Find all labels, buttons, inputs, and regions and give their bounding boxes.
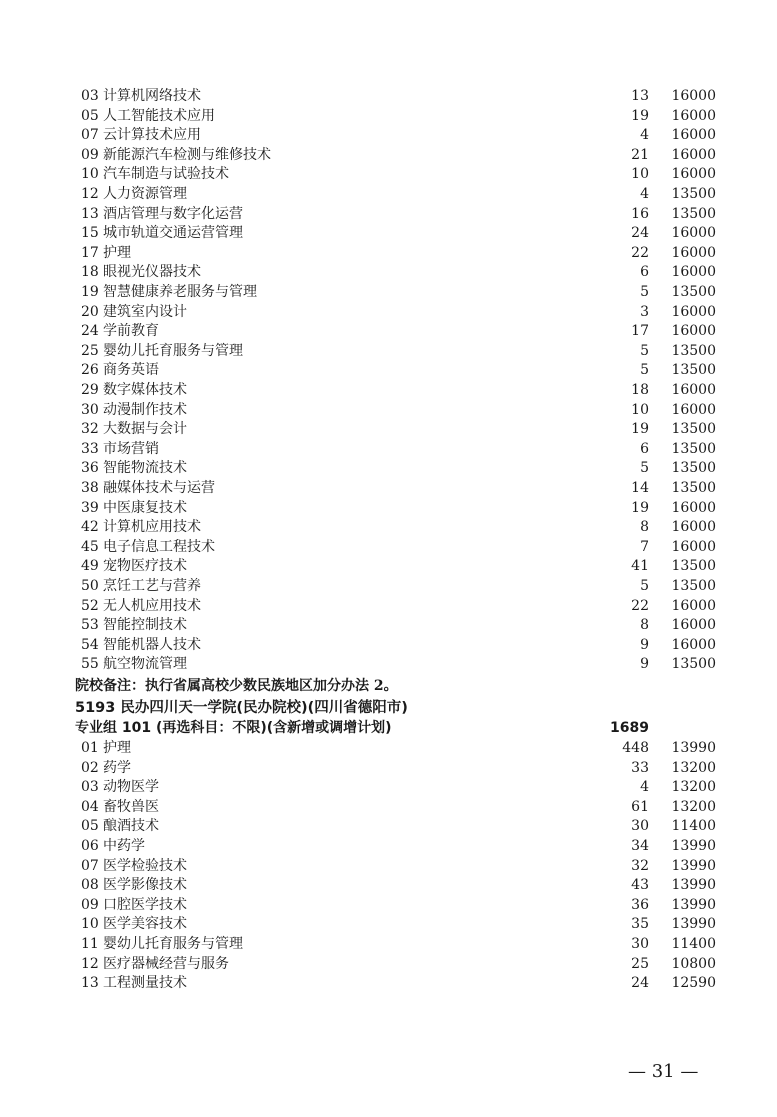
table-row (0, 739, 777, 759)
major-name: 数字媒体技术 (103, 382, 187, 398)
table-row (0, 955, 777, 975)
major-group-label: 专业组 101 (再选科目：不限)(含新增或调增计划) (75, 720, 392, 736)
major-name: 电子信息工程技术 (103, 538, 215, 555)
major-plan-count: 24 (631, 225, 649, 242)
table-row (0, 655, 777, 675)
major-name: 人工智能技术应用 (103, 107, 215, 124)
table-row (0, 263, 777, 283)
major-code: 09 (81, 896, 99, 913)
major-plan-count: 25 (631, 955, 649, 972)
major-name: 护理 (103, 740, 131, 756)
table-row (0, 557, 777, 577)
major-tuition: 13990 (671, 916, 716, 933)
major-plan-count: 36 (631, 896, 649, 913)
table-row (0, 244, 777, 264)
major-name: 婴幼儿托育服务与管理 (103, 342, 243, 359)
major-code: 13 (81, 975, 99, 992)
major-plan-count: 30 (631, 936, 649, 952)
major-name: 人力资源管理 (103, 186, 187, 202)
major-tuition: 16000 (671, 88, 716, 104)
major-name: 药学 (103, 759, 131, 776)
major-tuition: 13990 (671, 896, 716, 913)
major-name: 眼视光仪器技术 (103, 264, 201, 281)
table-row (0, 935, 777, 955)
major-plan-count: 5 (640, 578, 649, 594)
major-plan-count: 5 (640, 362, 649, 379)
major-plan-count: 19 (631, 107, 649, 124)
major-tuition: 13500 (671, 440, 716, 457)
table-row (0, 499, 777, 519)
major-name: 口腔医学技术 (103, 896, 187, 913)
table-row (0, 896, 777, 916)
table-row (0, 597, 777, 617)
major-tuition: 16000 (671, 303, 716, 320)
major-tuition: 13990 (671, 740, 716, 756)
major-plan-count: 43 (631, 877, 649, 894)
major-tuition: 16000 (671, 323, 716, 340)
table-row (0, 778, 777, 798)
table-row (0, 283, 777, 303)
major-code: 15 (81, 225, 99, 242)
major-code: 30 (81, 401, 99, 418)
major-tuition: 16000 (671, 382, 716, 398)
major-tuition: 16000 (671, 127, 716, 144)
major-code: 07 (81, 127, 99, 144)
major-tuition: 13500 (671, 186, 716, 202)
table-row (0, 876, 777, 896)
major-name: 动漫制作技术 (103, 401, 187, 418)
major-tuition: 16000 (671, 636, 716, 653)
major-tuition: 13200 (671, 759, 716, 776)
major-name: 动物医学 (103, 779, 159, 796)
major-plan-count: 18 (631, 382, 649, 398)
major-tuition: 16000 (671, 146, 716, 163)
major-code: 38 (81, 480, 99, 496)
major-name: 城市轨道交通运营管理 (103, 225, 243, 242)
major-tuition: 13200 (671, 779, 716, 796)
major-tuition: 11400 (671, 936, 716, 952)
major-tuition: 13500 (671, 656, 716, 673)
major-name: 计算机应用技术 (103, 519, 201, 536)
table-row (0, 87, 777, 107)
major-tuition: 13500 (671, 205, 716, 222)
major-plan-count: 34 (631, 838, 649, 854)
major-code: 33 (81, 440, 99, 457)
major-code: 42 (81, 519, 99, 536)
table-row (0, 616, 777, 636)
college-heading: 5193 民办四川天一学院(民办院校)(四川省德阳市) (75, 700, 408, 716)
table-row (0, 205, 777, 225)
table-row (0, 401, 777, 421)
major-name: 航空物流管理 (103, 656, 187, 673)
major-code: 02 (81, 759, 99, 776)
major-tuition: 13500 (671, 421, 716, 438)
table-row (0, 224, 777, 244)
major-name: 商务英语 (103, 362, 159, 379)
major-code: 54 (81, 636, 99, 653)
major-tuition: 13990 (671, 877, 716, 894)
major-plan-count: 448 (622, 740, 649, 756)
major-code: 49 (81, 558, 99, 575)
major-plan-count: 32 (631, 857, 649, 874)
major-plan-count: 4 (640, 779, 649, 796)
major-tuition: 13500 (671, 284, 716, 300)
major-plan-count: 7 (640, 538, 649, 555)
major-code: 39 (81, 499, 99, 516)
major-code: 36 (81, 460, 99, 477)
major-plan-count: 10 (631, 401, 649, 418)
major-tuition: 16000 (671, 166, 716, 183)
major-name: 护理 (103, 244, 131, 261)
major-code: 45 (81, 538, 99, 555)
major-plan-count: 19 (631, 499, 649, 516)
major-plan-count: 6 (640, 440, 649, 457)
major-tuition: 13500 (671, 578, 716, 594)
major-tuition: 16000 (671, 499, 716, 516)
major-plan-count: 4 (640, 186, 649, 202)
table-row (0, 577, 777, 597)
major-plan-count: 22 (631, 244, 649, 261)
major-plan-count: 17 (631, 323, 649, 340)
major-plan-count: 9 (640, 636, 649, 653)
major-tuition: 10800 (671, 955, 716, 972)
table-row (0, 146, 777, 166)
table-row (0, 479, 777, 499)
major-name: 计算机网络技术 (103, 88, 201, 104)
major-tuition: 11400 (671, 818, 716, 835)
major-tuition: 12590 (671, 975, 716, 992)
major-code: 12 (81, 186, 99, 202)
major-code: 08 (81, 877, 99, 894)
major-tuition: 13500 (671, 362, 716, 379)
major-name: 酒店管理与数字化运营 (103, 205, 243, 222)
major-tuition: 16000 (671, 519, 716, 536)
major-code: 03 (81, 88, 99, 104)
major-code: 05 (81, 107, 99, 124)
major-name: 大数据与会计 (103, 421, 187, 438)
major-plan-count: 4 (640, 127, 649, 144)
major-code: 24 (81, 323, 99, 340)
major-name: 工程测量技术 (103, 975, 187, 992)
major-plan-count: 61 (631, 798, 649, 815)
major-name: 中医康复技术 (103, 499, 187, 516)
major-name: 建筑室内设计 (103, 303, 187, 320)
major-tuition: 13990 (671, 838, 716, 854)
major-plan-count: 6 (640, 264, 649, 281)
major-code: 25 (81, 342, 99, 359)
major-name: 医学影像技术 (103, 877, 187, 894)
major-name: 无人机应用技术 (103, 597, 201, 614)
major-plan-count: 24 (631, 975, 649, 992)
major-code: 13 (81, 205, 99, 222)
major-tuition: 16000 (671, 597, 716, 614)
major-plan-count: 8 (640, 617, 649, 634)
major-code: 04 (81, 798, 99, 815)
major-plan-count: 41 (631, 558, 649, 575)
major-plan-count: 3 (640, 303, 649, 320)
major-name: 智慧健康养老服务与管理 (103, 284, 257, 300)
table-row (0, 185, 777, 205)
major-name: 酿酒技术 (103, 818, 159, 835)
major-code: 18 (81, 264, 99, 281)
table-row (0, 440, 777, 460)
major-code: 11 (81, 936, 99, 952)
major-name: 学前教育 (103, 323, 159, 340)
table-row (0, 361, 777, 381)
major-tuition: 16000 (671, 401, 716, 418)
table-row (0, 107, 777, 127)
major-name: 医疗器械经营与服务 (103, 955, 229, 972)
major-code: 01 (81, 740, 99, 756)
major-name: 医学美容技术 (103, 916, 187, 933)
major-tuition: 16000 (671, 244, 716, 261)
major-tuition: 13200 (671, 798, 716, 815)
page-number: — 31 — (628, 1061, 699, 1082)
table-row (0, 759, 777, 779)
table-row (0, 915, 777, 935)
major-name: 智能物流技术 (103, 460, 187, 477)
major-plan-count: 5 (640, 284, 649, 300)
table-row (0, 974, 777, 994)
major-code: 53 (81, 617, 99, 634)
table-row (0, 837, 777, 857)
major-tuition: 16000 (671, 617, 716, 634)
major-name: 市场营销 (103, 440, 159, 457)
major-plan-count: 30 (631, 818, 649, 835)
major-name: 智能控制技术 (103, 617, 187, 634)
table-row (0, 381, 777, 401)
major-code: 09 (81, 146, 99, 163)
major-code: 10 (81, 916, 99, 933)
major-plan-count: 33 (631, 759, 649, 776)
major-name: 融媒体技术与运营 (103, 480, 215, 496)
major-code: 06 (81, 838, 99, 854)
major-name: 畜牧兽医 (103, 798, 159, 815)
major-code: 03 (81, 779, 99, 796)
table-row (0, 857, 777, 877)
major-tuition: 16000 (671, 225, 716, 242)
major-name: 婴幼儿托育服务与管理 (103, 936, 243, 952)
major-plan-count: 14 (631, 480, 649, 496)
major-plan-count: 10 (631, 166, 649, 183)
major-plan-count: 16 (631, 205, 649, 222)
major-code: 52 (81, 597, 99, 614)
major-tuition: 13500 (671, 460, 716, 477)
major-plan-count: 9 (640, 656, 649, 673)
table-row (0, 322, 777, 342)
major-code: 26 (81, 362, 99, 379)
major-code: 05 (81, 818, 99, 835)
major-group-header (75, 718, 725, 738)
major-code: 12 (81, 955, 99, 972)
major-tuition: 13500 (671, 480, 716, 496)
major-code: 17 (81, 244, 99, 261)
table-row (0, 420, 777, 440)
major-name: 汽车制造与试验技术 (103, 166, 229, 183)
major-name: 宠物医疗技术 (103, 558, 187, 575)
major-name: 烹饪工艺与营养 (103, 578, 201, 594)
major-code: 55 (81, 656, 99, 673)
major-tuition: 16000 (671, 107, 716, 124)
major-code: 07 (81, 857, 99, 874)
major-code: 10 (81, 166, 99, 183)
major-plan-count: 13 (631, 88, 649, 104)
table-row (0, 126, 777, 146)
table-row (0, 518, 777, 538)
major-plan-count: 19 (631, 421, 649, 438)
table-row (0, 798, 777, 818)
major-plan-count: 35 (631, 916, 649, 933)
major-plan-count: 5 (640, 342, 649, 359)
table-row (0, 459, 777, 479)
major-code: 50 (81, 578, 99, 594)
table-row (0, 817, 777, 837)
major-code: 29 (81, 382, 99, 398)
major-plan-count: 5 (640, 460, 649, 477)
college-note: 院校备注：执行省属高校少数民族地区加分办法 2。 (75, 678, 398, 694)
major-name: 中药学 (103, 838, 145, 854)
major-name: 医学检验技术 (103, 857, 187, 874)
table-row (0, 165, 777, 185)
table-row (0, 636, 777, 656)
major-tuition: 16000 (671, 264, 716, 281)
major-tuition: 16000 (671, 538, 716, 555)
major-tuition: 13990 (671, 857, 716, 874)
major-name: 新能源汽车检测与维修技术 (103, 146, 271, 163)
major-tuition: 13500 (671, 342, 716, 359)
table-row (0, 342, 777, 362)
major-name: 智能机器人技术 (103, 636, 201, 653)
major-tuition: 13500 (671, 558, 716, 575)
major-group-count: 1689 (610, 720, 649, 736)
major-code: 32 (81, 421, 99, 438)
major-plan-count: 8 (640, 519, 649, 536)
major-code: 20 (81, 303, 99, 320)
major-name: 云计算技术应用 (103, 127, 201, 144)
major-code: 19 (81, 284, 99, 300)
table-row (0, 303, 777, 323)
table-row (0, 538, 777, 558)
major-plan-count: 21 (631, 146, 649, 163)
major-plan-count: 22 (631, 597, 649, 614)
